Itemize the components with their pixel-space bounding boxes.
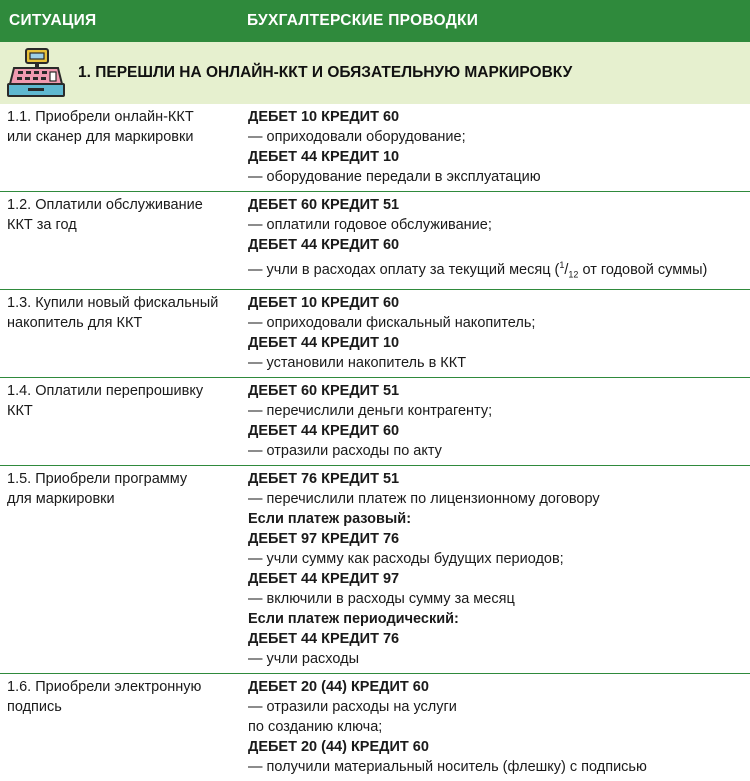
- section-header: [0, 42, 750, 104]
- entry-account-line: ДЕБЕТ 97 КРЕДИТ 76: [248, 530, 400, 547]
- situation-line: 1.5. Приобрели программу: [7, 470, 188, 487]
- situation-line: или сканер для маркировки: [7, 129, 194, 145]
- table-row: [0, 674, 750, 781]
- entry-text-tail: от годовой суммы): [578, 261, 708, 278]
- entry-description-line: — перечислили деньги контрагенту;: [248, 402, 493, 419]
- table-header: [0, 0, 750, 42]
- table-row: [0, 378, 750, 466]
- entry-account-line: Если платеж периодический:: [248, 610, 459, 627]
- situation-line: 1.2. Оплатили обслуживание: [7, 197, 203, 213]
- situation-line: ККТ за год: [7, 217, 77, 233]
- entry-account-line: ДЕБЕТ 44 КРЕДИТ 76: [248, 630, 400, 647]
- entries-cell: [248, 466, 750, 673]
- entry-description-line: — отразили расходы на услуги: [248, 698, 457, 715]
- entry-description-line: — учли сумму как расходы будущих периодов;: [248, 550, 564, 567]
- entry-account-line: ДЕБЕТ 60 КРЕДИТ 51: [248, 382, 400, 399]
- table-row: [0, 290, 750, 378]
- entry-account-line: ДЕБЕТ 20 (44) КРЕДИТ 60: [248, 678, 429, 695]
- entry-description-line: — оплатили годовое обслуживание;: [248, 217, 492, 233]
- entry-account-line: ДЕБЕТ 44 КРЕДИТ 10: [248, 334, 400, 351]
- entry-description-line: — получили материальный носитель (флешку) с подписью: [248, 758, 647, 775]
- entry-account-line: ДЕБЕТ 44 КРЕДИТ 60: [248, 422, 400, 439]
- situation-line: 1.3. Купили новый фискальный: [7, 294, 219, 311]
- fraction-numerator: 1: [559, 260, 565, 270]
- entries-cell: [248, 674, 750, 781]
- entries-cell: [248, 104, 750, 191]
- section-title: 1. ПЕРЕШЛИ НА ОНЛАЙН-ККТ И ОБЯЗАТЕЛЬНУЮ МАРКИРОВКУ: [78, 64, 573, 81]
- entry-account-line: ДЕБЕТ 44 КРЕДИТ 97: [248, 570, 400, 587]
- column-header-situation: СИТУАЦИЯ: [9, 12, 97, 29]
- entry-description-line: по созданию ключа;: [248, 718, 383, 735]
- situation-cell: [7, 195, 239, 235]
- situation-line: 1.1. Приобрели онлайн-ККТ: [7, 109, 194, 125]
- entry-description-line: — перечислили платеж по лицензионному договору: [248, 490, 600, 507]
- entry-account-line: ДЕБЕТ 10 КРЕДИТ 60: [248, 294, 400, 311]
- entry-description-line: — включили в расходы сумму за месяц: [248, 590, 515, 607]
- entry-description-line: — оприходовали фискальный накопитель;: [248, 314, 536, 331]
- situation-cell: [7, 677, 239, 717]
- entries-cell: [248, 290, 750, 377]
- entry-account-line: ДЕБЕТ 60 КРЕДИТ 51: [248, 197, 400, 213]
- entry-account-line: ДЕБЕТ 20 (44) КРЕДИТ 60: [248, 738, 429, 755]
- entries-cell: [248, 192, 750, 289]
- situation-cell: [7, 107, 239, 147]
- table-row: [0, 104, 750, 192]
- entry-account-line: ДЕБЕТ 10 КРЕДИТ 60: [248, 109, 400, 125]
- situation-line: подпись: [7, 698, 62, 715]
- entry-description-line: — оприходовали оборудование;: [248, 129, 466, 145]
- table-row: [0, 466, 750, 674]
- entry-text: — учли в расходах оплату за текущий месяц (: [248, 261, 560, 278]
- entry-account-line: ДЕБЕТ 44 КРЕДИТ 60: [248, 237, 400, 253]
- entry-account-line: ДЕБЕТ 44 КРЕДИТ 10: [248, 149, 400, 165]
- fraction-slash: /: [564, 261, 569, 278]
- entry-description-line: [248, 255, 750, 285]
- entry-account-line: ДЕБЕТ 76 КРЕДИТ 51: [248, 470, 400, 487]
- entries-table: [0, 104, 750, 781]
- fraction-denominator: 12: [568, 269, 579, 280]
- situation-line: для маркировки: [7, 490, 115, 507]
- situation-line: накопитель для ККТ: [7, 314, 143, 331]
- table-row: [0, 192, 750, 290]
- situation-cell: [7, 381, 239, 421]
- entry-description-line: — установили накопитель в ККТ: [248, 354, 467, 371]
- situation-cell: [7, 293, 239, 333]
- entry-description-line: — учли расходы: [248, 650, 360, 667]
- entries-cell: [248, 378, 750, 465]
- entry-description-line: — оборудование передали в эксплуатацию: [248, 169, 541, 185]
- cash-register-icon: [4, 48, 68, 98]
- entry-account-line: Если платеж разовый:: [248, 510, 412, 527]
- situation-line: ККТ: [7, 402, 33, 419]
- column-header-entries: БУХГАЛТЕРСКИЕ ПРОВОДКИ: [247, 12, 479, 29]
- situation-line: 1.6. Приобрели электронную: [7, 678, 202, 695]
- entry-description-line: — отразили расходы по акту: [248, 442, 442, 459]
- situation-line: 1.4. Оплатили перепрошивку: [7, 382, 204, 399]
- situation-cell: [7, 469, 239, 509]
